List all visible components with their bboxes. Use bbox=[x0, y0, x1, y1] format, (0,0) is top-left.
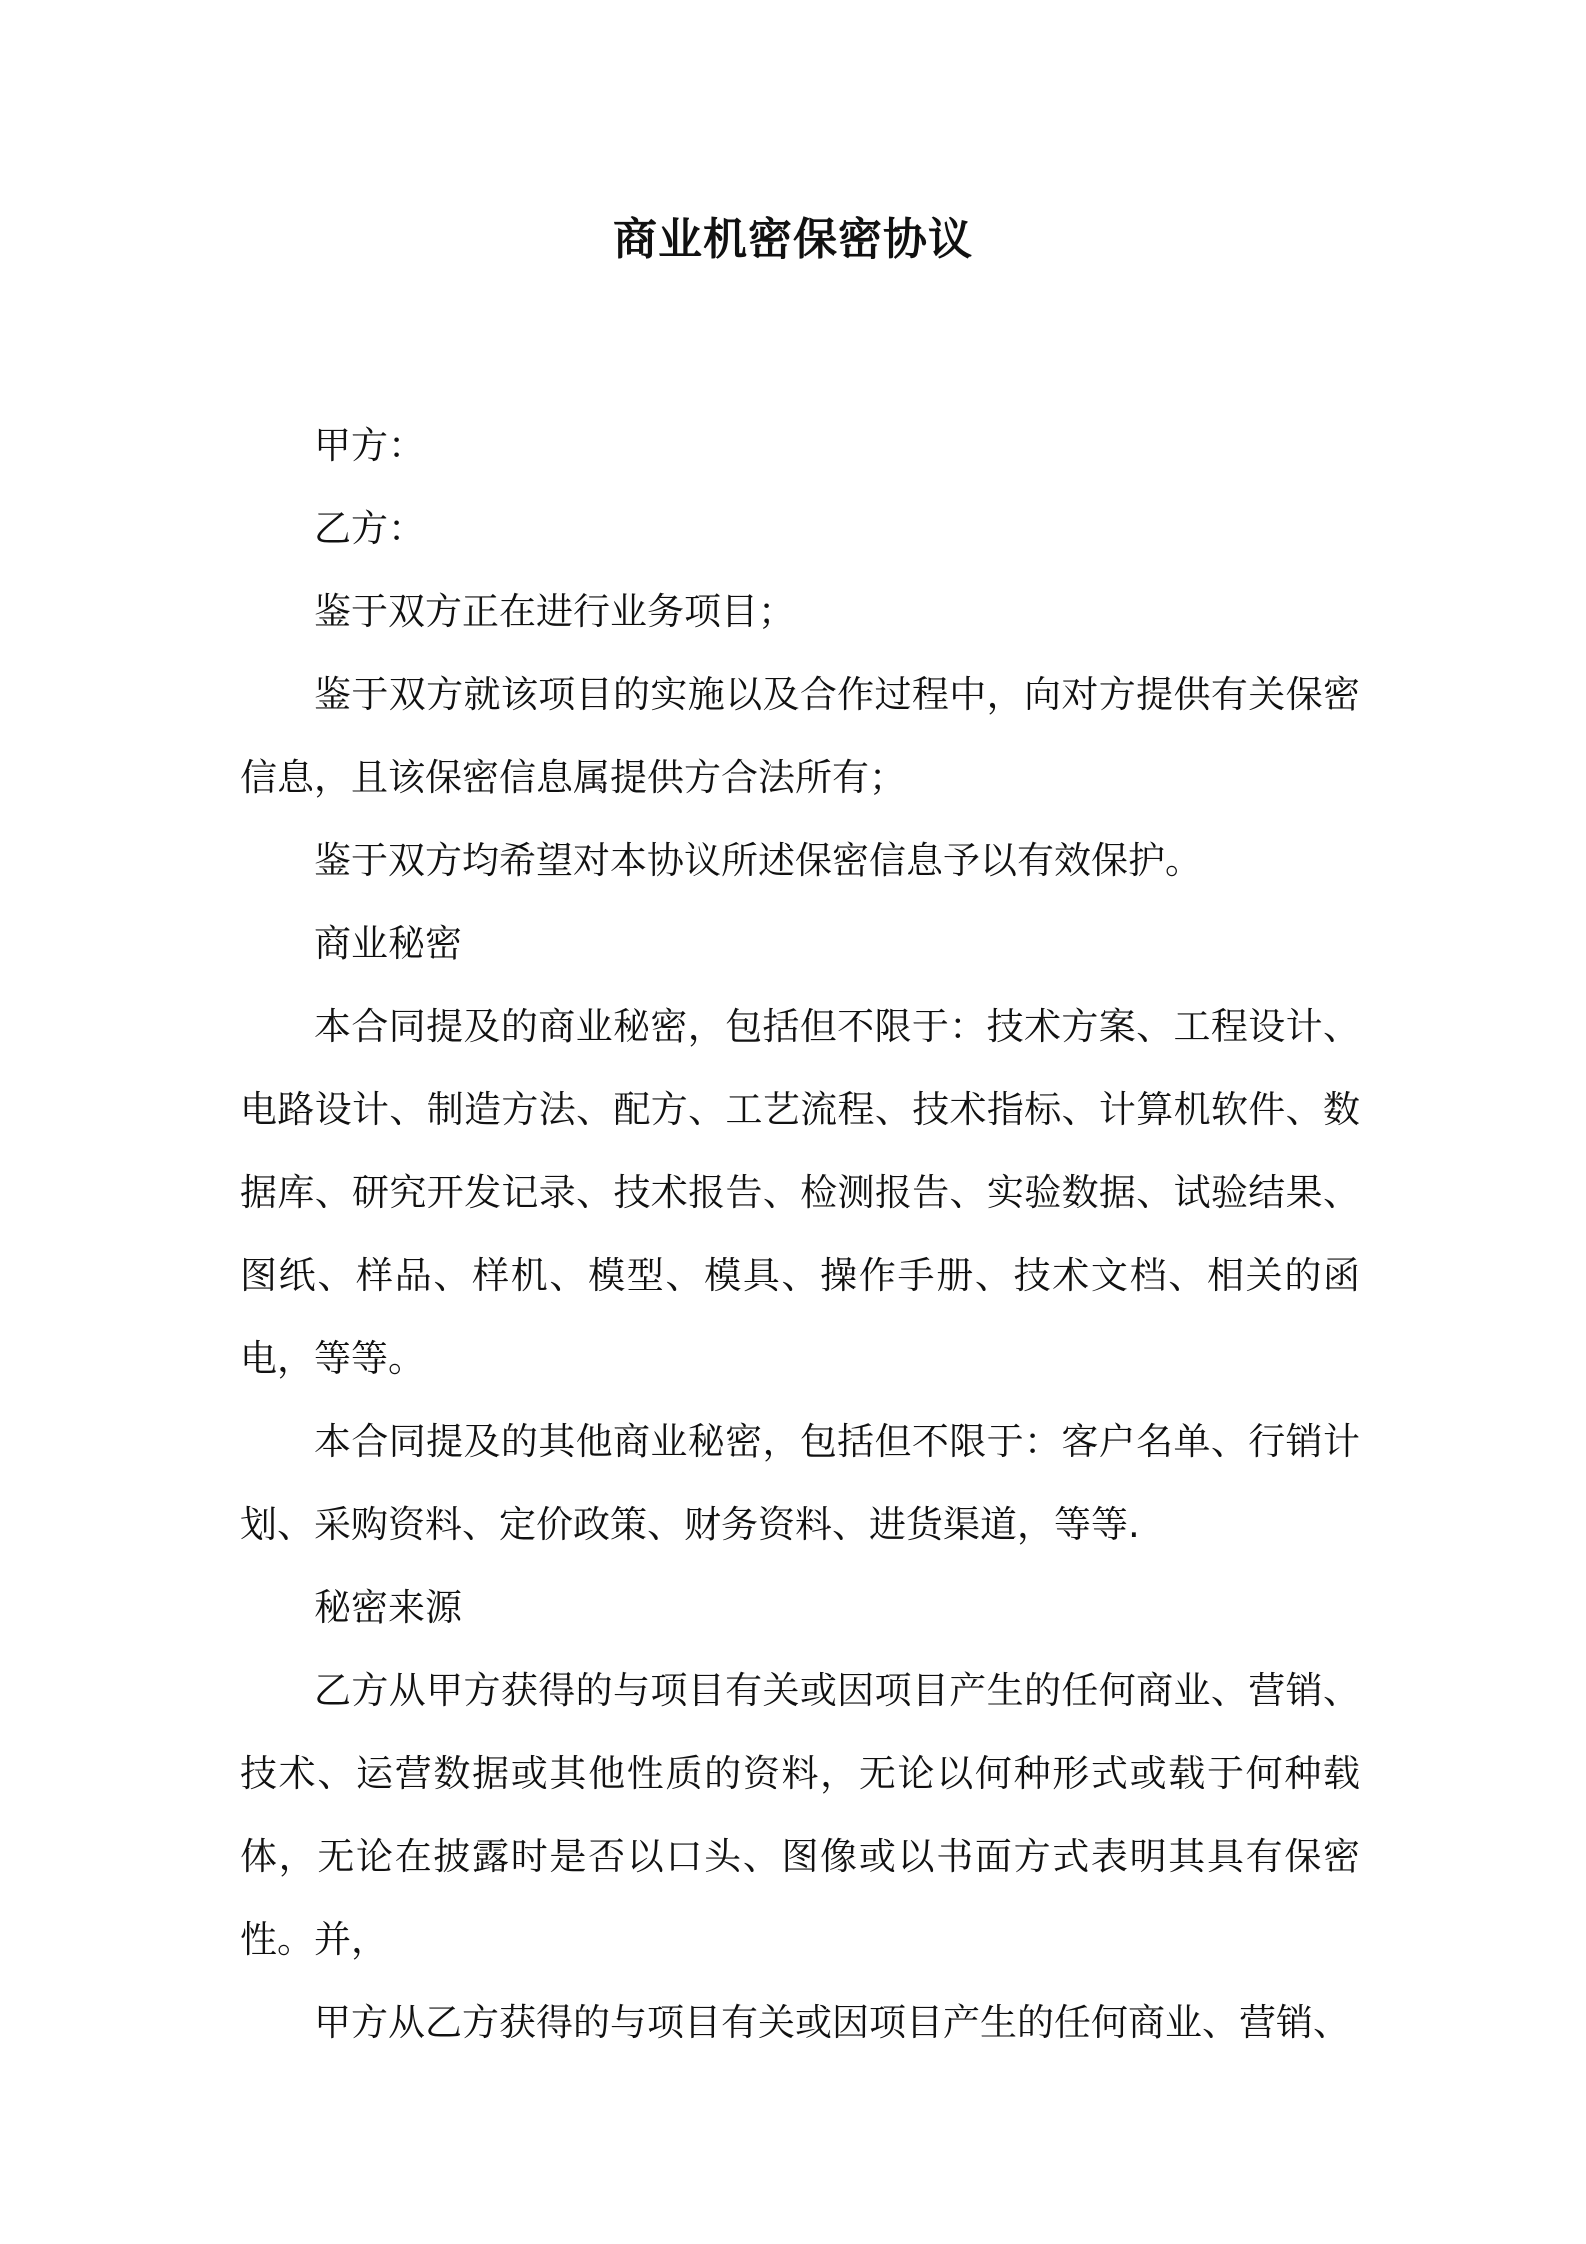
party-b-line: 乙方： bbox=[314, 507, 425, 550]
document-title: 商业机密保密协议 bbox=[613, 214, 973, 265]
party-a-line: 甲方： bbox=[314, 424, 425, 467]
recital-paragraph: 鉴于双方均希望对本协议所述保密信息予以有效保护。 bbox=[314, 839, 1202, 882]
document-body bbox=[240, 404, 1360, 2064]
section-heading: 秘密来源 bbox=[314, 1586, 462, 1629]
clause-paragraph: 乙方从甲方获得的与项目有关或因项目产生的任何商业、营销、技术、运营数据或其他性质的资料，无论以何种形式或载于何种载体，无论在披露时是否以口头、图像或以书面方式表明其具有保密性。并， bbox=[240, 1669, 1360, 1961]
clause-paragraph: 甲方从乙方获得的与项目有关或因项目产生的任何商业、营销、 bbox=[314, 2001, 1350, 2044]
section-heading: 商业秘密 bbox=[314, 922, 462, 965]
clause-paragraph: 本合同提及的商业秘密，包括但不限于：技术方案、工程设计、电路设计、制造方法、配方、工艺流程、技术指标、计算机软件、数据库、研究开发记录、技术报告、检测报告、实验数据、试验结果、图纸、样品、样机、模型、模具、操作手册、技术文档、相关的函电，等等。 bbox=[240, 1005, 1360, 1380]
clause-paragraph: 本合同提及的其他商业秘密，包括但不限于：客户名单、行销计划、采购资料、定价政策、财务资料、进货渠道，等等. bbox=[240, 1420, 1360, 1546]
recital-paragraph: 鉴于双方就该项目的实施以及合作过程中，向对方提供有关保密信息，且该保密信息属提供方合法所有； bbox=[240, 673, 1360, 799]
recital-paragraph: 鉴于双方正在进行业务项目； bbox=[314, 590, 795, 633]
